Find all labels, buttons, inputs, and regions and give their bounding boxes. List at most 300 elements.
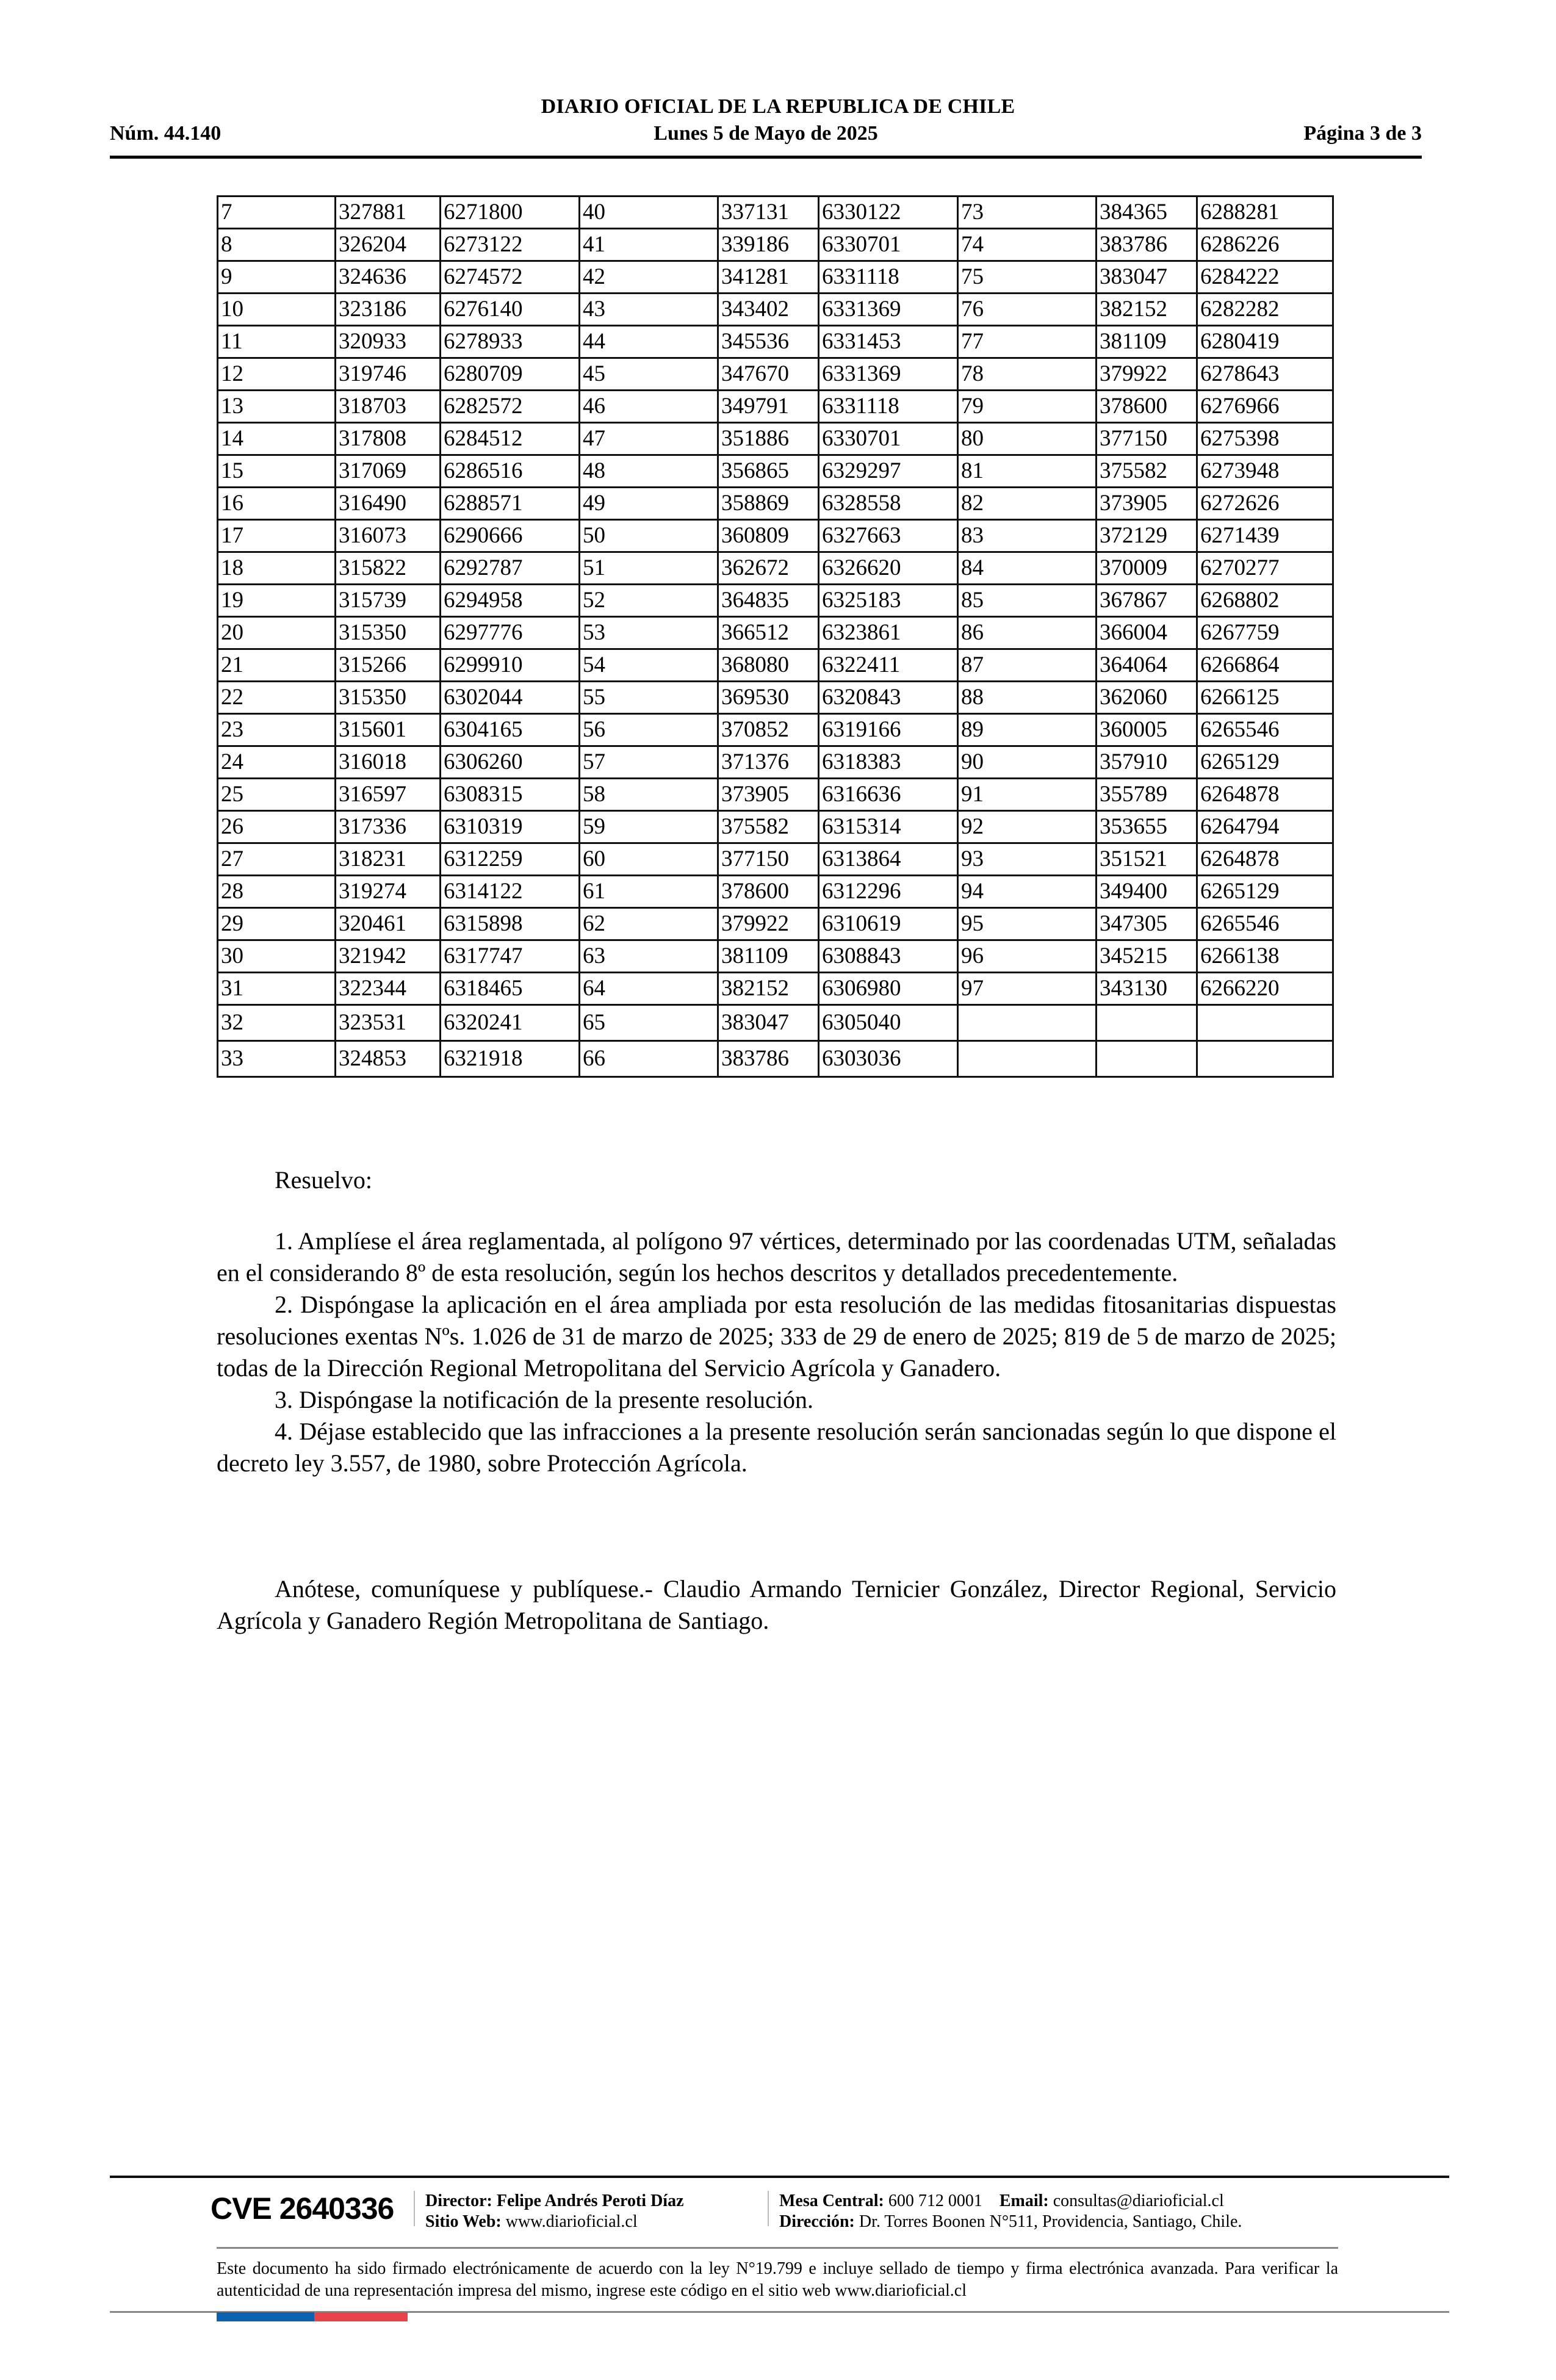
table-row: [218, 423, 1333, 455]
utm-north-cell: 6271439: [1197, 520, 1333, 552]
utm-north-cell: 6275398: [1197, 423, 1333, 455]
utm-east-cell: 381109: [718, 940, 819, 973]
utm-north-cell: 6312296: [819, 876, 958, 908]
resolution-item-3: 3. Dispóngase la notificación de la presente resolución.: [275, 1386, 814, 1413]
utm-east-cell: [1097, 1041, 1197, 1077]
utm-east-cell: 326204: [336, 229, 441, 261]
utm-north-cell: 6318383: [819, 746, 958, 779]
utm-east-cell: 351886: [718, 423, 819, 455]
closing-text: Anótese, comuníquese y publíquese.- Claudio Armando Ternicier González, Director Regional, Servicio Agrícola y Ganadero Región Metropolitana de Santiago.: [217, 1575, 1336, 1634]
utm-north-cell: 6290666: [441, 520, 580, 552]
utm-north-cell: 6303036: [819, 1041, 958, 1077]
vertex-number-cell: 74: [958, 229, 1097, 261]
vertex-number-cell: 43: [580, 294, 718, 326]
vertex-number-cell: 26: [218, 811, 336, 843]
utm-north-cell: 6268802: [1197, 585, 1333, 617]
resolution-item-4: 4. Déjase establecido que las infracciones a la presente resolución serán sancionadas según lo que dispone el decreto ley 3.557, de 1980, sobre Protección Agrícola.: [217, 1418, 1336, 1477]
utm-east-cell: 367867: [1097, 585, 1197, 617]
footer-divider-top: [110, 2176, 1449, 2178]
utm-north-cell: 6280709: [441, 358, 580, 391]
utm-north-cell: 6331118: [819, 391, 958, 423]
utm-north-cell: 6326620: [819, 552, 958, 585]
table-row: [218, 811, 1333, 843]
vertex-number-cell: 65: [580, 1005, 718, 1041]
utm-east-cell: 358869: [718, 488, 819, 520]
utm-north-cell: 6294958: [441, 585, 580, 617]
utm-east-cell: 379922: [718, 908, 819, 940]
utm-north-cell: 6308315: [441, 779, 580, 811]
vertex-number-cell: 63: [580, 940, 718, 973]
vertex-number-cell: 76: [958, 294, 1097, 326]
utm-north-cell: 6276140: [441, 294, 580, 326]
utm-north-cell: 6266138: [1197, 940, 1333, 973]
utm-north-cell: 6308843: [819, 940, 958, 973]
vertex-number-cell: 73: [958, 197, 1097, 229]
utm-north-cell: 6264794: [1197, 811, 1333, 843]
utm-east-cell: 323186: [336, 294, 441, 326]
vertex-number-cell: 81: [958, 455, 1097, 488]
utm-north-cell: 6284222: [1197, 261, 1333, 294]
vertex-number-cell: 80: [958, 423, 1097, 455]
utm-coordinates-table: [217, 195, 1334, 1078]
closing-signature: [217, 1573, 1336, 1637]
phone-label: Mesa Central:: [779, 2191, 884, 2210]
utm-east-cell: 351521: [1097, 843, 1197, 876]
utm-north-cell: 6292787: [441, 552, 580, 585]
vertex-number-cell: 20: [218, 617, 336, 649]
vertex-number-cell: 16: [218, 488, 336, 520]
vertex-number-cell: 94: [958, 876, 1097, 908]
vertex-number-cell: 42: [580, 261, 718, 294]
vertex-number-cell: 77: [958, 326, 1097, 358]
utm-north-cell: 6331369: [819, 294, 958, 326]
resolution-item-1: 1. Amplíese el área reglamentada, al polígono 97 vértices, determinado por las coordenadas UTM, señaladas en el considerando 8º de esta resolución, según los hechos descritos y detallados precedentemente.: [217, 1227, 1336, 1286]
vertex-number-cell: 78: [958, 358, 1097, 391]
website-link[interactable]: www.diarioficial.cl: [505, 2212, 638, 2231]
utm-north-cell: 6265129: [1197, 746, 1333, 779]
vertex-number-cell: 45: [580, 358, 718, 391]
utm-north-cell: 6315314: [819, 811, 958, 843]
utm-east-cell: 315350: [336, 617, 441, 649]
utm-north-cell: 6327663: [819, 520, 958, 552]
table-row: [218, 714, 1333, 746]
utm-east-cell: 343402: [718, 294, 819, 326]
utm-east-cell: 345215: [1097, 940, 1197, 973]
vertex-number-cell: 19: [218, 585, 336, 617]
vertex-number-cell: 84: [958, 552, 1097, 585]
vertex-number-cell: 44: [580, 326, 718, 358]
utm-east-cell: 318703: [336, 391, 441, 423]
vertex-number-cell: 51: [580, 552, 718, 585]
utm-north-cell: 6306980: [819, 973, 958, 1005]
utm-north-cell: 6317747: [441, 940, 580, 973]
phone-number: 600 712 0001: [888, 2191, 982, 2210]
utm-north-cell: 6266864: [1197, 649, 1333, 682]
utm-east-cell: 324636: [336, 261, 441, 294]
table-row: [218, 1005, 1333, 1041]
utm-north-cell: 6329297: [819, 455, 958, 488]
vertex-number-cell: 47: [580, 423, 718, 455]
utm-east-cell: 319746: [336, 358, 441, 391]
utm-east-cell: 327881: [336, 197, 441, 229]
utm-east-cell: [1097, 1005, 1197, 1041]
utm-east-cell: 316073: [336, 520, 441, 552]
vertex-number-cell: 62: [580, 908, 718, 940]
table-row: [218, 326, 1333, 358]
utm-north-cell: 6319166: [819, 714, 958, 746]
utm-north-cell: 6288571: [441, 488, 580, 520]
vertex-number-cell: 25: [218, 779, 336, 811]
vertex-number-cell: 83: [958, 520, 1097, 552]
utm-east-cell: 315350: [336, 682, 441, 714]
utm-east-cell: 382152: [1097, 294, 1197, 326]
vertex-number-cell: 18: [218, 552, 336, 585]
newspaper-title: DIARIO OFICIAL DE LA REPUBLICA DE CHILE: [541, 95, 1015, 118]
utm-east-cell: 378600: [1097, 391, 1197, 423]
utm-north-cell: 6305040: [819, 1005, 958, 1041]
footer-divider-mid: [217, 2247, 1338, 2249]
utm-north-cell: 6270277: [1197, 552, 1333, 585]
vertex-number-cell: 13: [218, 391, 336, 423]
page-indicator: Página 3 de 3: [1303, 122, 1422, 145]
table-row: [218, 229, 1333, 261]
table-row: [218, 617, 1333, 649]
utm-north-cell: 6264878: [1197, 843, 1333, 876]
vertex-number-cell: 22: [218, 682, 336, 714]
utm-east-cell: 377150: [718, 843, 819, 876]
utm-east-cell: 375582: [718, 811, 819, 843]
vertex-number-cell: 95: [958, 908, 1097, 940]
utm-east-cell: 375582: [1097, 455, 1197, 488]
header-divider: [110, 156, 1422, 159]
utm-north-cell: [1197, 1041, 1333, 1077]
utm-east-cell: 321942: [336, 940, 441, 973]
vertex-number-cell: 60: [580, 843, 718, 876]
vertex-number-cell: 97: [958, 973, 1097, 1005]
utm-east-cell: 366004: [1097, 617, 1197, 649]
vertex-number-cell: 33: [218, 1041, 336, 1077]
website-label: Sitio Web:: [425, 2212, 502, 2231]
utm-east-cell: 383047: [718, 1005, 819, 1041]
utm-north-cell: 6306260: [441, 746, 580, 779]
address-label: Dirección:: [779, 2212, 855, 2231]
utm-east-cell: 370009: [1097, 552, 1197, 585]
address-value: Dr. Torres Boonen N°511, Providencia, Santiago, Chile.: [859, 2212, 1242, 2231]
utm-north-cell: 6331453: [819, 326, 958, 358]
footer-separator: [768, 2191, 769, 2226]
utm-north-cell: 6331369: [819, 358, 958, 391]
email-link[interactable]: consultas@diarioficial.cl: [1053, 2191, 1224, 2210]
utm-north-cell: 6310619: [819, 908, 958, 940]
utm-north-cell: 6330122: [819, 197, 958, 229]
utm-north-cell: 6264878: [1197, 779, 1333, 811]
vertex-number-cell: 48: [580, 455, 718, 488]
vertex-number-cell: 54: [580, 649, 718, 682]
utm-north-cell: 6328558: [819, 488, 958, 520]
vertex-number-cell: 49: [580, 488, 718, 520]
utm-north-cell: 6310319: [441, 811, 580, 843]
footer-separator: [414, 2191, 415, 2226]
table-row: [218, 520, 1333, 552]
table-row: [218, 197, 1333, 229]
vertex-number-cell: 61: [580, 876, 718, 908]
vertex-number-cell: 89: [958, 714, 1097, 746]
utm-east-cell: 382152: [718, 973, 819, 1005]
utm-north-cell: 6330701: [819, 229, 958, 261]
utm-east-cell: 356865: [718, 455, 819, 488]
table-row: [218, 843, 1333, 876]
utm-north-cell: 6276966: [1197, 391, 1333, 423]
vertex-number-cell: 58: [580, 779, 718, 811]
vertex-number-cell: [958, 1041, 1097, 1077]
utm-east-cell: 383047: [1097, 261, 1197, 294]
utm-east-cell: 381109: [1097, 326, 1197, 358]
utm-north-cell: 6286226: [1197, 229, 1333, 261]
resolution-item-2: 2. Dispóngase la aplicación en el área ampliada por esta resolución de las medidas fitosanitarias dispuestas resoluciones exentas Nºs. 1.026 de 31 de marzo de 2025; 333 de 29 de enero de 2025; 819 de 5 de marzo de 2025; todas de la Dirección Regional Metropolitana del Servicio Agrícola y Ganadero.: [217, 1291, 1336, 1382]
vertex-number-cell: 21: [218, 649, 336, 682]
vertex-number-cell: 66: [580, 1041, 718, 1077]
table-row: [218, 908, 1333, 940]
vertex-number-cell: 29: [218, 908, 336, 940]
utm-east-cell: 373905: [1097, 488, 1197, 520]
utm-north-cell: 6272626: [1197, 488, 1333, 520]
utm-east-cell: 320461: [336, 908, 441, 940]
vertex-number-cell: 14: [218, 423, 336, 455]
vertex-number-cell: 82: [958, 488, 1097, 520]
utm-east-cell: 377150: [1097, 423, 1197, 455]
utm-north-cell: 6278643: [1197, 358, 1333, 391]
vertex-number-cell: 93: [958, 843, 1097, 876]
vertex-number-cell: 46: [580, 391, 718, 423]
vertex-number-cell: 90: [958, 746, 1097, 779]
utm-east-cell: 322344: [336, 973, 441, 1005]
vertex-number-cell: 40: [580, 197, 718, 229]
vertex-number-cell: 41: [580, 229, 718, 261]
flag-stripe-red: [314, 2312, 408, 2321]
utm-east-cell: 315739: [336, 585, 441, 617]
vertex-number-cell: 32: [218, 1005, 336, 1041]
utm-east-cell: 368080: [718, 649, 819, 682]
utm-east-cell: 366512: [718, 617, 819, 649]
vertex-number-cell: 57: [580, 746, 718, 779]
utm-north-cell: 6316636: [819, 779, 958, 811]
utm-east-cell: 337131: [718, 197, 819, 229]
utm-east-cell: 379922: [1097, 358, 1197, 391]
table-row: [218, 391, 1333, 423]
utm-east-cell: 355789: [1097, 779, 1197, 811]
utm-north-cell: 6265546: [1197, 714, 1333, 746]
utm-east-cell: 316490: [336, 488, 441, 520]
utm-north-cell: [1197, 1005, 1333, 1041]
utm-east-cell: 362672: [718, 552, 819, 585]
utm-east-cell: 364835: [718, 585, 819, 617]
utm-east-cell: 324853: [336, 1041, 441, 1077]
utm-east-cell: 370852: [718, 714, 819, 746]
vertex-number-cell: 79: [958, 391, 1097, 423]
utm-east-cell: 357910: [1097, 746, 1197, 779]
vertex-number-cell: 87: [958, 649, 1097, 682]
utm-north-cell: 6267759: [1197, 617, 1333, 649]
utm-east-cell: 316018: [336, 746, 441, 779]
utm-north-cell: 6273948: [1197, 455, 1333, 488]
utm-north-cell: 6299910: [441, 649, 580, 682]
issue-number: Núm. 44.140: [110, 122, 222, 145]
utm-east-cell: 347670: [718, 358, 819, 391]
utm-north-cell: 6284512: [441, 423, 580, 455]
utm-north-cell: 6330701: [819, 423, 958, 455]
utm-east-cell: 316597: [336, 779, 441, 811]
table-row: [218, 940, 1333, 973]
utm-north-cell: 6273122: [441, 229, 580, 261]
utm-east-cell: 341281: [718, 261, 819, 294]
header-row: [110, 122, 1422, 149]
utm-north-cell: 6304165: [441, 714, 580, 746]
utm-north-cell: 6320241: [441, 1005, 580, 1041]
utm-east-cell: 343130: [1097, 973, 1197, 1005]
utm-north-cell: 6313864: [819, 843, 958, 876]
vertex-number-cell: 85: [958, 585, 1097, 617]
utm-east-cell: 317069: [336, 455, 441, 488]
utm-north-cell: 6302044: [441, 682, 580, 714]
utm-north-cell: 6315898: [441, 908, 580, 940]
utm-east-cell: 317808: [336, 423, 441, 455]
utm-north-cell: 6288281: [1197, 197, 1333, 229]
table-row: [218, 649, 1333, 682]
resolution-items: [217, 1225, 1336, 1479]
utm-east-cell: 378600: [718, 876, 819, 908]
utm-north-cell: 6265129: [1197, 876, 1333, 908]
table-row: [218, 358, 1333, 391]
vertex-number-cell: 50: [580, 520, 718, 552]
utm-east-cell: 349400: [1097, 876, 1197, 908]
table-row: [218, 746, 1333, 779]
utm-north-cell: 6321918: [441, 1041, 580, 1077]
utm-east-cell: 317336: [336, 811, 441, 843]
vertex-number-cell: 17: [218, 520, 336, 552]
vertex-number-cell: 56: [580, 714, 718, 746]
vertex-number-cell: 12: [218, 358, 336, 391]
vertex-number-cell: 10: [218, 294, 336, 326]
footer-contact-block: [779, 2191, 1242, 2232]
utm-north-cell: 6265546: [1197, 908, 1333, 940]
vertex-number-cell: 52: [580, 585, 718, 617]
utm-north-cell: 6280419: [1197, 326, 1333, 358]
vertex-number-cell: [958, 1005, 1097, 1041]
utm-east-cell: 315266: [336, 649, 441, 682]
utm-east-cell: 353655: [1097, 811, 1197, 843]
vertex-number-cell: 96: [958, 940, 1097, 973]
vertex-number-cell: 27: [218, 843, 336, 876]
utm-east-cell: 383786: [1097, 229, 1197, 261]
utm-north-cell: 6314122: [441, 876, 580, 908]
utm-north-cell: 6286516: [441, 455, 580, 488]
utm-east-cell: 372129: [1097, 520, 1197, 552]
vertex-number-cell: 64: [580, 973, 718, 1005]
vertex-number-cell: 24: [218, 746, 336, 779]
utm-north-cell: 6325183: [819, 585, 958, 617]
table-row: [218, 973, 1333, 1005]
vertex-number-cell: 8: [218, 229, 336, 261]
utm-north-cell: 6297776: [441, 617, 580, 649]
utm-east-cell: 360809: [718, 520, 819, 552]
footer-director-block: [425, 2191, 684, 2232]
table-body: [218, 197, 1333, 1077]
table-row: [218, 682, 1333, 714]
utm-north-cell: 6331118: [819, 261, 958, 294]
vertex-number-cell: 55: [580, 682, 718, 714]
vertex-number-cell: 11: [218, 326, 336, 358]
flag-stripe-blue: [217, 2312, 314, 2321]
legal-note: Este documento ha sido firmado electrónicamente de acuerdo con la ley N°19.799 e incluye sellado de tiempo y firma electrónica avanzada. Para verificar la autenticidad de una representación impresa del mismo, ingrese este código en el sitio web www.diarioficial.cl: [217, 2259, 1338, 2300]
utm-north-cell: 6266220: [1197, 973, 1333, 1005]
vertex-number-cell: 15: [218, 455, 336, 488]
utm-east-cell: 364064: [1097, 649, 1197, 682]
table-row: [218, 488, 1333, 520]
utm-north-cell: 6318465: [441, 973, 580, 1005]
vertex-number-cell: 86: [958, 617, 1097, 649]
utm-east-cell: 384365: [1097, 197, 1197, 229]
utm-east-cell: 369530: [718, 682, 819, 714]
table-row: [218, 294, 1333, 326]
utm-east-cell: 383786: [718, 1041, 819, 1077]
vertex-number-cell: 88: [958, 682, 1097, 714]
cve-code: CVE 2640336: [211, 2191, 394, 2226]
vertex-number-cell: 9: [218, 261, 336, 294]
director-name: Felipe Andrés Peroti Díaz: [496, 2191, 684, 2210]
table-row: [218, 261, 1333, 294]
table-row: [218, 455, 1333, 488]
utm-north-cell: 6271800: [441, 197, 580, 229]
utm-east-cell: 315822: [336, 552, 441, 585]
email-label: Email:: [999, 2191, 1049, 2210]
utm-north-cell: 6322411: [819, 649, 958, 682]
table-row: [218, 779, 1333, 811]
resuelvo-heading: Resuelvo:: [275, 1166, 372, 1194]
utm-east-cell: 347305: [1097, 908, 1197, 940]
utm-north-cell: 6266125: [1197, 682, 1333, 714]
vertex-number-cell: 53: [580, 617, 718, 649]
vertex-number-cell: 7: [218, 197, 336, 229]
utm-east-cell: 323531: [336, 1005, 441, 1041]
vertex-number-cell: 23: [218, 714, 336, 746]
utm-east-cell: 319274: [336, 876, 441, 908]
utm-north-cell: 6278933: [441, 326, 580, 358]
vertex-number-cell: 92: [958, 811, 1097, 843]
utm-east-cell: 320933: [336, 326, 441, 358]
utm-north-cell: 6282572: [441, 391, 580, 423]
table-row: [218, 552, 1333, 585]
utm-north-cell: 6323861: [819, 617, 958, 649]
vertex-number-cell: 31: [218, 973, 336, 1005]
vertex-number-cell: 28: [218, 876, 336, 908]
table-row: [218, 876, 1333, 908]
utm-north-cell: 6274572: [441, 261, 580, 294]
vertex-number-cell: 91: [958, 779, 1097, 811]
utm-north-cell: 6312259: [441, 843, 580, 876]
utm-east-cell: 362060: [1097, 682, 1197, 714]
director-label: Director:: [425, 2191, 492, 2210]
vertex-number-cell: 30: [218, 940, 336, 973]
utm-east-cell: 349791: [718, 391, 819, 423]
utm-east-cell: 339186: [718, 229, 819, 261]
utm-north-cell: 6282282: [1197, 294, 1333, 326]
utm-east-cell: 371376: [718, 746, 819, 779]
vertex-number-cell: 59: [580, 811, 718, 843]
table-row: [218, 1041, 1333, 1077]
utm-east-cell: 345536: [718, 326, 819, 358]
utm-east-cell: 360005: [1097, 714, 1197, 746]
utm-north-cell: 6320843: [819, 682, 958, 714]
